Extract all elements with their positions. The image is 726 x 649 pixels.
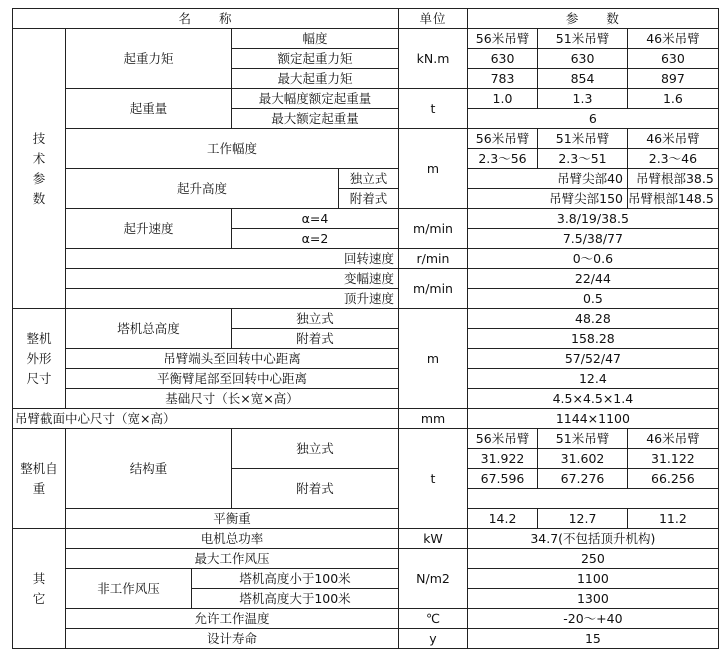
cell: 31.602 — [538, 449, 628, 469]
boom-56-header: 56米吊臂 — [468, 129, 538, 149]
cell: 吊臂根部38.5 — [628, 169, 719, 189]
table-row — [13, 389, 719, 409]
max-rated-capacity-label: 最大额定起重量 — [232, 109, 399, 129]
hoist-speed-label: 起升速度 — [66, 209, 232, 249]
cell: 2.3～51 — [538, 149, 628, 169]
total-height-label: 塔机总高度 — [66, 309, 232, 349]
temperature-label: 允许工作温度 — [66, 609, 399, 629]
lifting-moment-unit: kN.m — [399, 29, 468, 89]
table-row — [13, 209, 719, 229]
cell: 0～0.6 — [468, 249, 719, 269]
free-standing-label: 独立式 — [232, 429, 399, 469]
table-row — [13, 609, 719, 629]
cell: 3.8/19/38.5 — [468, 209, 719, 229]
section-tech: 技 术 参 数 — [13, 29, 66, 309]
section-dimensions: 整机 外形 尺寸 — [13, 309, 66, 409]
attached-label: 附着式 — [232, 329, 399, 349]
dimensions-unit: m — [399, 309, 468, 409]
cell: 吊臂尖部150 — [468, 189, 628, 209]
cell: 0.5 — [468, 289, 719, 309]
cell: 630 — [538, 49, 628, 69]
structure-weight-label: 结构重 — [66, 429, 232, 509]
hoist-speed-unit: m/min — [399, 209, 468, 249]
boom-section-label: 吊臂截面中心尺寸（宽×高） — [13, 409, 399, 429]
slewing-speed-unit: r/min — [399, 249, 468, 269]
cell: 1.3 — [538, 89, 628, 109]
foundation-size-label: 基础尺寸（长×宽×高） — [66, 389, 399, 409]
table-row — [13, 129, 719, 149]
table-row — [13, 289, 719, 309]
table-row — [13, 629, 719, 649]
cell: 783 — [468, 69, 538, 89]
lifting-height-label: 起升高度 — [66, 169, 339, 209]
cell: 250 — [468, 549, 719, 569]
height-below-100-label: 塔机高度小于100米 — [192, 569, 399, 589]
cell: 630 — [628, 49, 719, 69]
working-radius-label: 工作幅度 — [66, 129, 399, 169]
climbing-speed-label: 顶升速度 — [66, 289, 399, 309]
cell: 吊臂根部148.5 — [628, 189, 719, 209]
boom-46-header: 46米吊臂 — [628, 429, 719, 449]
service-life-label: 设计寿命 — [66, 629, 399, 649]
cell: -20～+40 — [468, 609, 719, 629]
luffing-speed-label: 变幅速度 — [66, 269, 399, 289]
cell: 158.28 — [468, 329, 719, 349]
header-name: 名 称 — [13, 9, 399, 29]
nonworking-wind-label: 非工作风压 — [66, 569, 192, 609]
cell: 2.3～56 — [468, 149, 538, 169]
alpha-4-label: α=4 — [232, 209, 399, 229]
rated-moment-label: 额定起重力矩 — [232, 49, 399, 69]
cell: 22/44 — [468, 269, 719, 289]
boom-51-header: 51米吊臂 — [538, 129, 628, 149]
temperature-unit: ℃ — [399, 609, 468, 629]
working-radius-unit: m — [399, 129, 468, 209]
section-weight: 整机自 重 — [13, 429, 66, 529]
cell: 67.276 — [538, 469, 628, 489]
table-row — [13, 169, 719, 189]
spec-table — [12, 8, 719, 649]
table-row — [13, 269, 719, 289]
max-radius-capacity-label: 最大幅度额定起重量 — [232, 89, 399, 109]
service-life-unit: y — [399, 629, 468, 649]
boom-56-header: 56米吊臂 — [468, 429, 538, 449]
cell: 34.7(不包括顶升机构) — [468, 529, 719, 549]
boom-46-header: 46米吊臂 — [628, 29, 719, 49]
cell: 31.122 — [628, 449, 719, 469]
cell: 1144×1100 — [468, 409, 719, 429]
cell: 31.922 — [468, 449, 538, 469]
table-row — [13, 409, 719, 429]
cell: 57/52/47 — [468, 349, 719, 369]
height-above-100-label: 塔机高度大于100米 — [192, 589, 399, 609]
table-row — [13, 549, 719, 569]
cell: 12.4 — [468, 369, 719, 389]
header-unit: 单位 — [399, 9, 468, 29]
cell: 12.7 — [538, 509, 628, 529]
table-row — [13, 569, 719, 589]
boom-56-header: 56米吊臂 — [468, 29, 538, 49]
cell: 48.28 — [468, 309, 719, 329]
max-moment-label: 最大起重力矩 — [232, 69, 399, 89]
cell: 854 — [538, 69, 628, 89]
lifting-moment-label: 起重力矩 — [66, 29, 232, 89]
weight-unit: t — [399, 429, 468, 529]
counterweight-label: 平衡重 — [66, 509, 399, 529]
cell: 吊臂尖部40 — [468, 169, 628, 189]
header-param: 参 数 — [468, 9, 719, 29]
section-other: 其 它 — [13, 529, 66, 649]
attached-label: 附着式 — [339, 189, 399, 209]
table-row — [13, 309, 719, 329]
cell: 630 — [468, 49, 538, 69]
lifting-capacity-label: 起重量 — [66, 89, 232, 129]
slewing-speed-label: 回转速度 — [66, 249, 399, 269]
table-row — [13, 29, 719, 49]
table-row — [13, 509, 719, 529]
table-row — [13, 349, 719, 369]
cell: 14.2 — [468, 509, 538, 529]
free-standing-label: 独立式 — [232, 309, 399, 329]
table-row — [13, 249, 719, 269]
empty-cell — [468, 489, 719, 509]
cell: 897 — [628, 69, 719, 89]
boom-tip-distance-label: 吊臂端头至回转中心距离 — [66, 349, 399, 369]
table-row — [13, 89, 719, 109]
cell: 66.256 — [628, 469, 719, 489]
attached-label: 附着式 — [232, 469, 399, 509]
boom-51-header: 51米吊臂 — [538, 429, 628, 449]
header-row — [13, 9, 719, 29]
max-wind-pressure-label: 最大工作风压 — [66, 549, 399, 569]
cell: 67.596 — [468, 469, 538, 489]
motor-power-label: 电机总功率 — [66, 529, 399, 549]
lifting-capacity-unit: t — [399, 89, 468, 129]
wind-pressure-unit: N/m2 — [399, 549, 468, 609]
cell: 1300 — [468, 589, 719, 609]
table-row — [13, 429, 719, 449]
cell: 1100 — [468, 569, 719, 589]
boom-section-unit: mm — [399, 409, 468, 429]
alpha-2-label: α=2 — [232, 229, 399, 249]
cell: 4.5×4.5×1.4 — [468, 389, 719, 409]
cell: 15 — [468, 629, 719, 649]
free-standing-label: 独立式 — [339, 169, 399, 189]
cell: 7.5/38/77 — [468, 229, 719, 249]
boom-51-header: 51米吊臂 — [538, 29, 628, 49]
cell: 1.6 — [628, 89, 719, 109]
cell: 11.2 — [628, 509, 719, 529]
table-row — [13, 369, 719, 389]
counter-jib-distance-label: 平衡臂尾部至回转中心距离 — [66, 369, 399, 389]
motor-power-unit: kW — [399, 529, 468, 549]
cell: 6 — [468, 109, 719, 129]
cell: 2.3～46 — [628, 149, 719, 169]
radius-label: 幅度 — [232, 29, 399, 49]
luffing-speed-unit: m/min — [399, 269, 468, 309]
boom-46-header: 46米吊臂 — [628, 129, 719, 149]
cell: 1.0 — [468, 89, 538, 109]
table-row — [13, 529, 719, 549]
